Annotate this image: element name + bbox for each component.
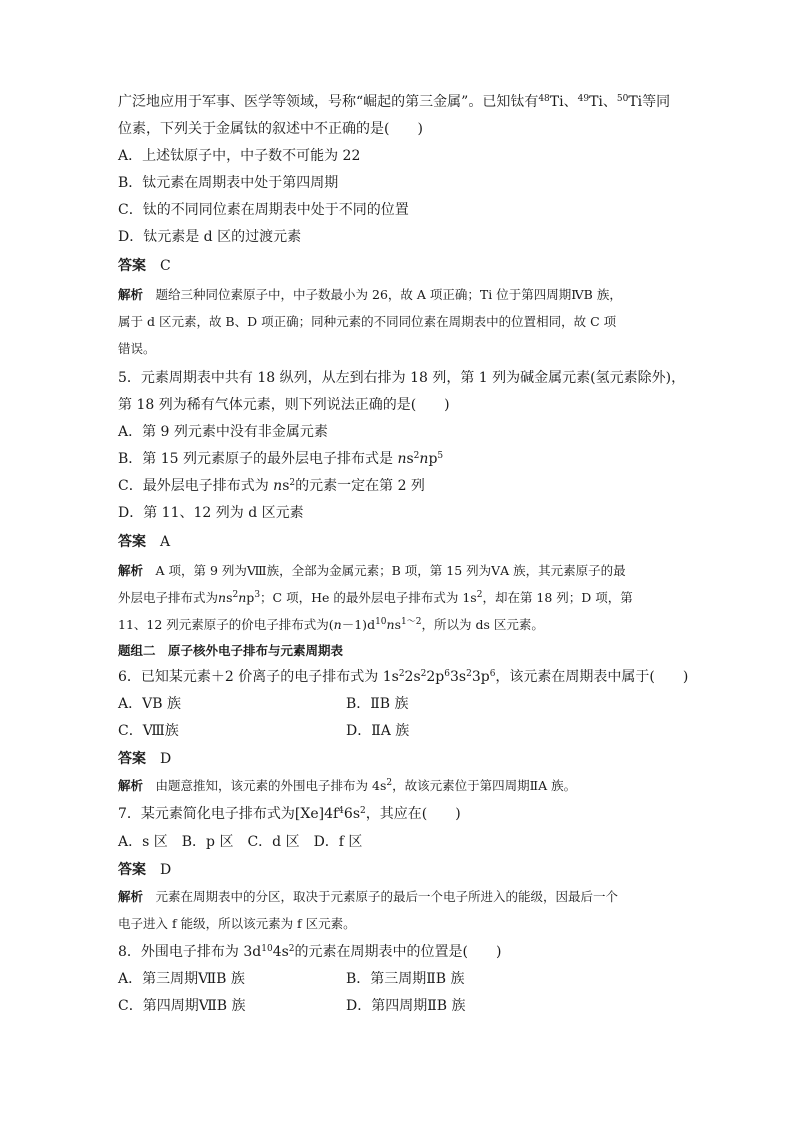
q5-option-d: D．第 11、12 列为 d 区元素	[118, 505, 304, 521]
q6-option-c: C．Ⅷ族	[118, 723, 179, 739]
answer-value: D	[160, 862, 172, 878]
q4-analysis-line-2: 属于 d 区元素，故 B、D 项正确；同种元素的不同同位素在周期表中的位置相同，故 C 项	[118, 314, 617, 329]
answer-label: 答案	[118, 862, 146, 878]
q7-analysis-line-1: 解析 元素在周期表中的分区，取决于元素原子的最后一个电子所进入的能级，因最后一个	[118, 889, 619, 904]
analysis-label: 解析	[118, 889, 144, 904]
q6-analysis: 解析 由题意推知，该元素的外围电子排布为 $4s^2$，故该元素位于第四周期ⅡA 族。	[118, 778, 577, 793]
q6-option-b: B．ⅡB 族	[346, 696, 409, 712]
q8-option-b: B．第三周期ⅡB 族	[346, 971, 465, 987]
answer-value: D	[160, 751, 172, 767]
group2-heading: 题组二 原子核外电子排布与元素周期表	[118, 643, 344, 658]
q8-option-d: D．第四周期ⅡB 族	[346, 998, 466, 1014]
answer-label: 答案	[118, 534, 146, 550]
analysis-label: 解析	[118, 778, 144, 793]
q5-stem-line-1: 5．元素周期表中共有 18 纵列，从左到右排为 18 列，第 1 列为碱金属元素(氢元素除外)，	[118, 370, 686, 386]
q6-answer	[118, 749, 171, 769]
q8-stem: 8．外围电子排布为 $3d^{10}4s^2$的元素在周期表中的位置是( )	[118, 944, 502, 960]
q5-analysis-line-1: 解析 A 项，第 9 列为Ⅷ族，全部为金属元素；B 项，第 15 列为ⅤA 族，其元素原子的最	[118, 563, 626, 578]
q6-option-d: D．ⅡA 族	[346, 723, 410, 739]
q5-option-c: C．最外层电子排布式为 $ns^2$的元素一定在第 2 列	[118, 478, 425, 494]
analysis-label: 解析	[118, 287, 144, 302]
q4-stem-line-1: 广泛地应用于军事、医学等领域，号称“崛起的第三金属”。已知钛有$^{48}$Ti、$^{49}$Ti、$^{50}$Ti等同	[118, 94, 671, 110]
answer-label: 答案	[118, 751, 146, 767]
q4-stem-line-2: 位素，下列关于金属钛的叙述中不正确的是( )	[118, 121, 423, 137]
q5-answer	[118, 532, 170, 552]
q5-analysis-line-3: 11、12 列元素原子的价电子排布式为$(n-1)d^{10}ns^{1\sim 2}$，所以为 ds 区元素。	[118, 617, 544, 632]
q4-option-b: B．钛元素在周期表中处于第四周期	[118, 175, 339, 191]
q5-option-a: A．第 9 列元素中没有非金属元素	[118, 424, 328, 440]
q4-analysis-line-3: 错误。	[118, 341, 156, 356]
q5-stem-line-2: 第 18 列为稀有气体元素，则下列说法正确的是( )	[118, 397, 450, 413]
q6-stem: 6．已知某元素＋2 价离子的电子排布式为 $1s^22s^22p^63s^23p^6$，该元素在周期表中属于( )	[118, 669, 689, 685]
q5-option-b: B．第 15 列元素原子的最外层电子排布式是 $ns^2np^5$	[118, 451, 444, 467]
q4-option-a: A．上述钛原子中，中子数不可能为 22	[118, 148, 361, 164]
q5-analysis-line-2: 外层电子排布式为$ns^2np^3$；C 项，He 的最外层电子排布式为 $1s^2$，却在第 18 列；D 项，第	[118, 590, 633, 605]
q4-option-c: C．钛的不同同位素在周期表中处于不同的位置	[118, 202, 409, 218]
q4-option-d: D．钛元素是 d 区的过渡元素	[118, 229, 302, 245]
q7-stem: 7．某元素简化电子排布式为$[Xe]4f^46s^2$，其应在( )	[118, 806, 461, 822]
q8-option-a: A．第三周期ⅦB 族	[118, 971, 245, 987]
q4-answer	[118, 256, 171, 276]
q4-analysis-line-1: 解析 题给三种同位素原子中，中子数最小为 26，故 A 项正确；Ti 位于第四周期ⅣB 族，	[118, 287, 622, 302]
q7-answer	[118, 860, 171, 880]
q7-options: A．s 区 B．p 区 C．d 区 D．f 区	[118, 834, 363, 850]
analysis-label: 解析	[118, 563, 144, 578]
answer-value: A	[160, 534, 171, 550]
q6-option-a: A．ⅤB 族	[118, 696, 181, 712]
answer-value: C	[160, 258, 171, 274]
q7-analysis-line-2: 电子进入 f 能级，所以该元素为 f 区元素。	[118, 916, 356, 931]
q8-option-c: C．第四周期ⅦB 族	[118, 998, 246, 1014]
answer-label: 答案	[118, 258, 146, 274]
